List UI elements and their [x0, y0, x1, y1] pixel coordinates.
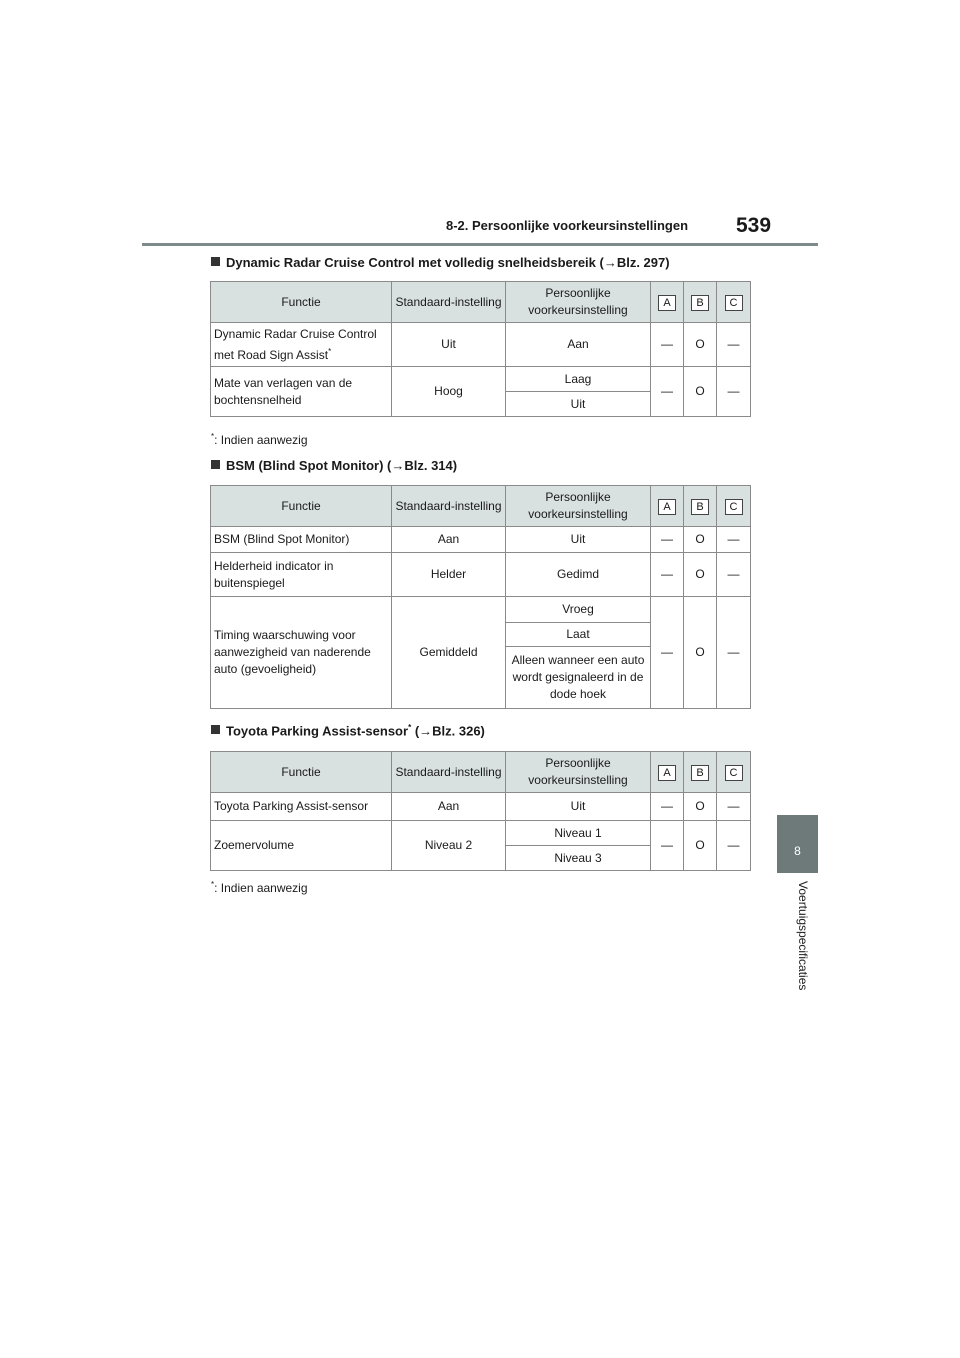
cell-a: —	[651, 367, 684, 417]
cell-a: —	[651, 793, 684, 821]
table-header-row	[211, 752, 751, 793]
cell-functie: Toyota Parking Assist-sensor	[211, 793, 392, 821]
cell-c: —	[717, 367, 751, 417]
header-functie: Functie	[211, 752, 392, 793]
table-row	[211, 527, 751, 553]
section-title-drcc: Dynamic Radar Cruise Control met volledig snelheidsbereik (→Blz. 297)	[211, 255, 670, 270]
cell-a: —	[651, 553, 684, 597]
table-row	[211, 367, 751, 392]
chapter-label: Voertuigspecificaties	[796, 881, 810, 991]
table-row	[211, 821, 751, 846]
header-a: A	[658, 765, 676, 781]
header-standaard: Standaard-instelling	[392, 486, 506, 527]
cell-persoonlijk: Alleen wanneer een auto wordt gesignaleerd in de dode hoek	[506, 647, 651, 709]
cell-standaard: Gemiddeld	[392, 597, 506, 709]
footnote-mark: *	[408, 723, 412, 732]
chapter-tab: 8	[777, 815, 818, 873]
cell-a: —	[651, 527, 684, 553]
cell-persoonlijk: Uit	[506, 793, 651, 821]
table-header-row	[211, 282, 751, 323]
table-row	[211, 323, 751, 367]
cell-standaard: Aan	[392, 527, 506, 553]
bullet-square-icon	[211, 725, 220, 734]
header-b: B	[691, 499, 709, 515]
cell-c: —	[717, 793, 751, 821]
cell-functie: Mate van verlagen van de bochtensnelheid	[211, 367, 392, 417]
cell-b: O	[684, 323, 717, 367]
cell-standaard: Hoog	[392, 367, 506, 417]
cell-standaard: Uit	[392, 323, 506, 367]
header-b: B	[691, 765, 709, 781]
table-bsm	[210, 485, 751, 709]
header-c: C	[725, 765, 743, 781]
section-title-bsm: BSM (Blind Spot Monitor) (→Blz. 314)	[211, 458, 457, 473]
cell-b: O	[684, 553, 717, 597]
table-row	[211, 793, 751, 821]
cell-standaard: Aan	[392, 793, 506, 821]
cell-a: —	[651, 821, 684, 871]
cell-functie: Timing waarschuwing voor aanwezigheid van naderende auto (gevoeligheid)	[211, 597, 392, 709]
page-number: 539	[736, 214, 772, 237]
table-row	[211, 553, 751, 597]
cell-a: —	[651, 323, 684, 367]
header-divider	[142, 243, 818, 246]
cell-functie: Dynamic Radar Cruise Control met Road Sign Assist	[214, 326, 377, 362]
cell-persoonlijk: Uit	[506, 392, 651, 417]
header-persoonlijk: Persoonlijke voorkeursinstelling	[506, 752, 651, 793]
header-a: A	[658, 499, 676, 515]
section-header: 8-2. Persoonlijke voorkeursinstellingen	[446, 218, 689, 233]
cell-c: —	[717, 821, 751, 871]
footnote: *: Indien aanwezig	[211, 880, 308, 895]
bullet-square-icon	[211, 257, 220, 266]
header-b: B	[691, 295, 709, 311]
cell-persoonlijk: Niveau 1	[506, 821, 651, 846]
header-functie: Functie	[211, 282, 392, 323]
cell-persoonlijk: Niveau 3	[506, 846, 651, 871]
cell-persoonlijk: Uit	[506, 527, 651, 553]
cell-c: —	[717, 323, 751, 367]
cell-standaard: Niveau 2	[392, 821, 506, 871]
cell-b: O	[684, 527, 717, 553]
cell-b: O	[684, 367, 717, 417]
cell-functie: Helderheid indicator in buitenspiegel	[211, 553, 392, 597]
table-drcc	[210, 281, 751, 417]
header-persoonlijk: Persoonlijke voorkeursinstelling	[506, 486, 651, 527]
header-standaard: Standaard-instelling	[392, 282, 506, 323]
cell-a: —	[651, 597, 684, 709]
cell-b: O	[684, 821, 717, 871]
bullet-square-icon	[211, 460, 220, 469]
cell-c: —	[717, 527, 751, 553]
cell-c: —	[717, 597, 751, 709]
table-row	[211, 597, 751, 623]
header-functie: Functie	[211, 486, 392, 527]
cell-functie: BSM (Blind Spot Monitor)	[211, 527, 392, 553]
cell-functie: Zoemervolume	[211, 821, 392, 871]
header-persoonlijk: Persoonlijke voorkeursinstelling	[506, 282, 651, 323]
cell-standaard: Helder	[392, 553, 506, 597]
section-title-parking: Toyota Parking Assist-sensor* (→Blz. 326)	[211, 723, 485, 738]
header-a: A	[658, 295, 676, 311]
cell-persoonlijk: Gedimd	[506, 553, 651, 597]
footnote: *: Indien aanwezig	[211, 432, 308, 447]
cell-persoonlijk: Laag	[506, 367, 651, 392]
header-c: C	[725, 295, 743, 311]
table-header-row	[211, 486, 751, 527]
cell-b: O	[684, 793, 717, 821]
cell-persoonlijk: Vroeg	[506, 597, 651, 623]
cell-b: O	[684, 597, 717, 709]
cell-persoonlijk: Laat	[506, 623, 651, 647]
header-c: C	[725, 499, 743, 515]
cell-c: —	[717, 553, 751, 597]
header-standaard: Standaard-instelling	[392, 752, 506, 793]
footnote-mark: *	[328, 346, 332, 356]
cell-persoonlijk: Aan	[506, 323, 651, 367]
table-parking	[210, 751, 751, 871]
